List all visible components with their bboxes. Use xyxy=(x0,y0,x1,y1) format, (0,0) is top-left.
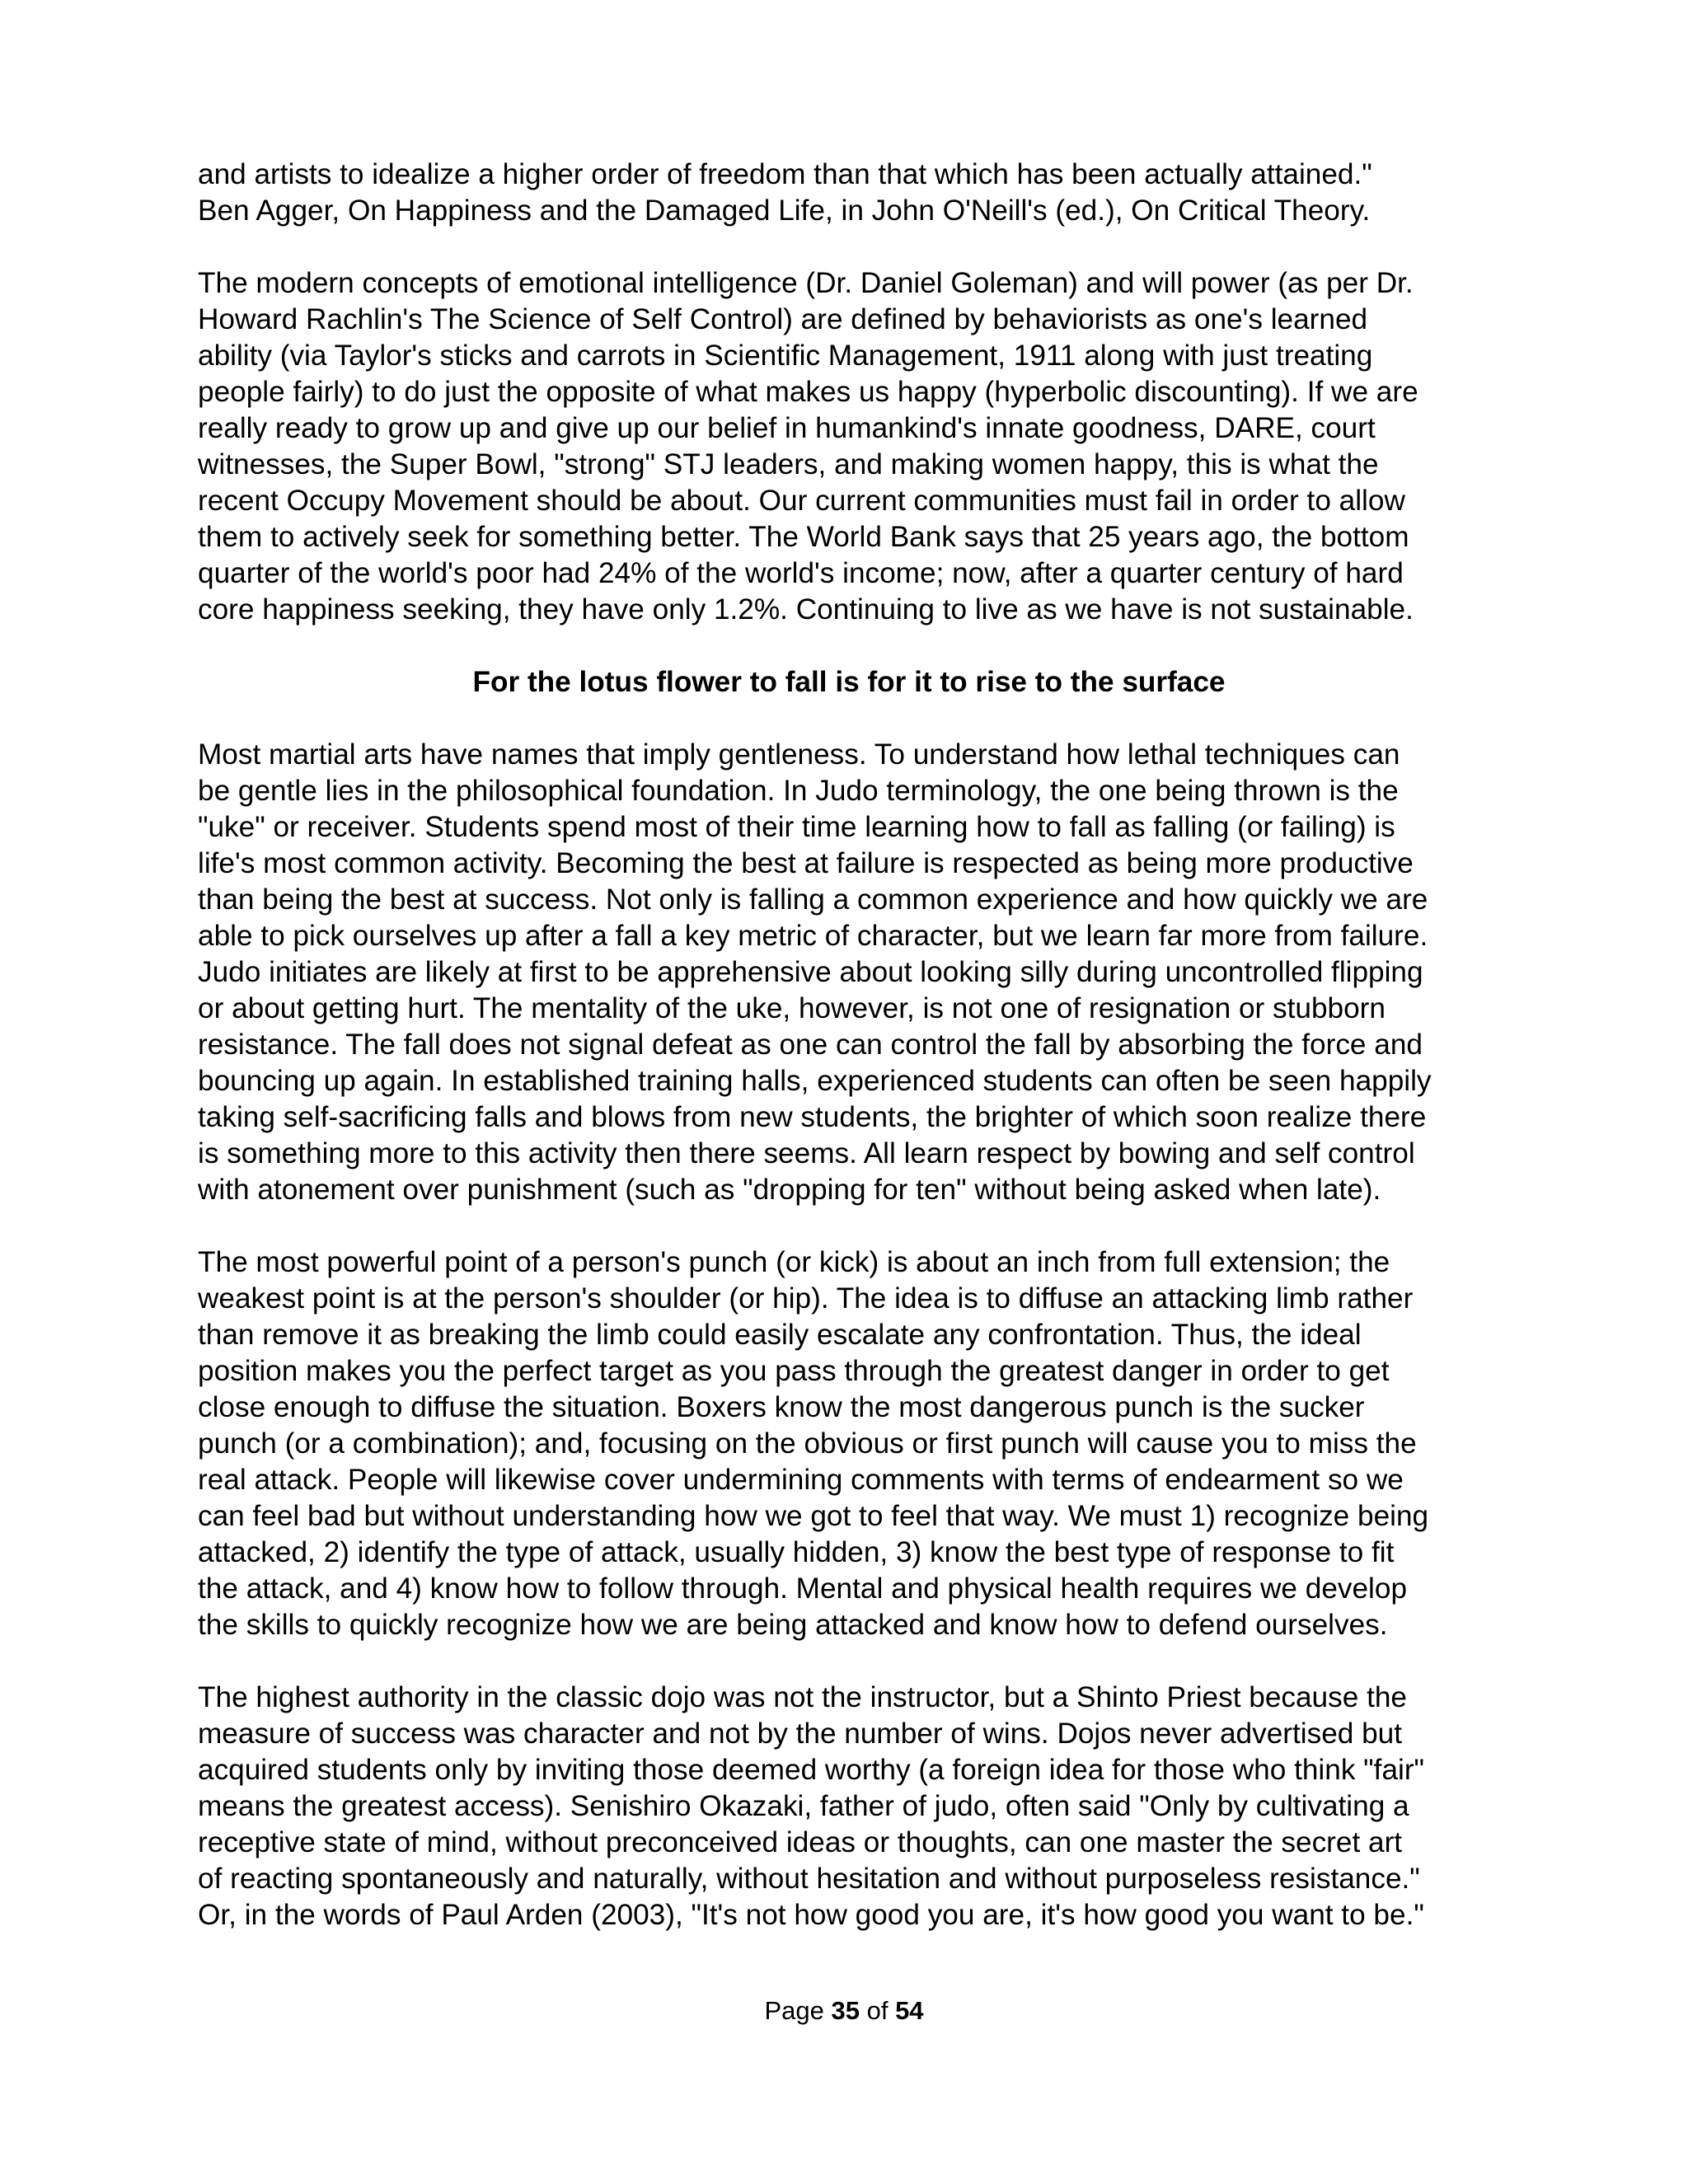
paragraph-punch: The most powerful point of a person's punch (or kick) is about an inch from full extension; the weakest point is at the person's shoulder (or hip). The idea is to diffuse an attacking limb rather than remove it as breaking the limb could easily escalate any confrontation. Thus, the ideal position makes you the perfect target as you pass through the greatest danger in order to get close enough to diffuse the situation. Boxers know the most dangerous punch is the sucker punch (or a combination); and, focusing on the obvious or first punch will cause you to miss the real attack. People will likewise cover undermining comments with terms of endearment so we can feel bad but without understanding how we got to feel that way. We must 1) recognize being attacked, 2) identify the type of attack, usually hidden, 3) know the best type of response to fit the attack, and 4) know how to follow through. Mental and physical health requires we develop the skills to quickly recognize how we are being attacked and know how to defend ourselves. xyxy=(198,1246,1429,1641)
page-label: Page xyxy=(764,1996,824,2025)
page-footer xyxy=(0,1994,1688,2027)
page-of-label: of xyxy=(866,1996,889,2025)
section-heading: For the lotus flower to fall is for it to rise to the surface xyxy=(472,666,1226,698)
current-page-number: 35 xyxy=(831,1996,860,2025)
paragraph-quote-end: and artists to idealize a higher order of freedom than that which has been actually attained." Ben Agger, On Happiness and the Damaged Life, in John O'Neill's (ed.), On Critical Theory. xyxy=(198,158,1372,227)
paragraph-martial-arts: Most martial arts have names that imply gentleness. To understand how lethal techniques can be gentle lies in the philosophical foundation. In Judo terminology, the one being thrown is the "uke" or receiver. Students spend most of their time learning how to fall as falling (or failing) is life's most common activity. Becoming the best at failure is respected as being more productive than being the best at success. Not only is falling a common experience and how quickly we are able to pick ourselves up after a fall a key metric of character, but we learn far more from failure. Judo initiates are likely at first to be apprehensive about looking silly during uncontrolled flipping or about getting hurt. The mentality of the uke, however, is not one of resignation or stubborn resistance. The fall does not signal defeat as one can control the fall by absorbing the force and bouncing up again. In established training halls, experienced students can often be seen happily taking self-sacrificing falls and blows from new students, the brighter of which soon realize there is something more to this activity then there seems. All learn respect by bowing and self control with atonement over punishment (such as "dropping for ten" without being asked when late). xyxy=(198,738,1432,1206)
paragraph-emotional-intelligence: The modern concepts of emotional intelligence (Dr. Daniel Goleman) and will power (as per Dr. Howard Rachlin's The Science of Self Control) are defined by behaviorists as one's learned ability (via Taylor's sticks and carrots in Scientific Management, 1911 along with just treating people fairly) to do just the opposite of what makes us happy (hyperbolic discounting). If we are really ready to grow up and give up our belief in humankind's innate goodness, DARE, court witnesses, the Super Bowl, "strong" STJ leaders, and making women happy, this is what the recent Occupy Movement should be about. Our current communities must fail in order to allow them to actively seek for something better. The World Bank says that 25 years ago, the bottom quarter of the world's poor had 24% of the world's income; now, after a quarter century of hard core happiness seeking, they have only 1.2%. Continuing to live as we have is not sustainable. xyxy=(198,267,1418,626)
paragraph-dojo: The highest authority in the classic dojo was not the instructor, but a Shinto Priest because the measure of success was character and not by the number of wins. Dojos never advertised but acquired students only by inviting those deemed worthy (a foreign idea for those who think "fair" means the greatest access). Senishiro Okazaki, father of judo, often said "Only by cultivating a receptive state of mind, without preconceived ideas or thoughts, can one master the secret art of reacting spontaneously and naturally, without hesitation and without purposeless resistance." Or, in the words of Paul Arden (2003), "It's not how good you are, it's how good you want to be." xyxy=(198,1681,1425,1931)
total-pages-number: 54 xyxy=(895,1996,924,2025)
page-body xyxy=(198,157,1500,1970)
